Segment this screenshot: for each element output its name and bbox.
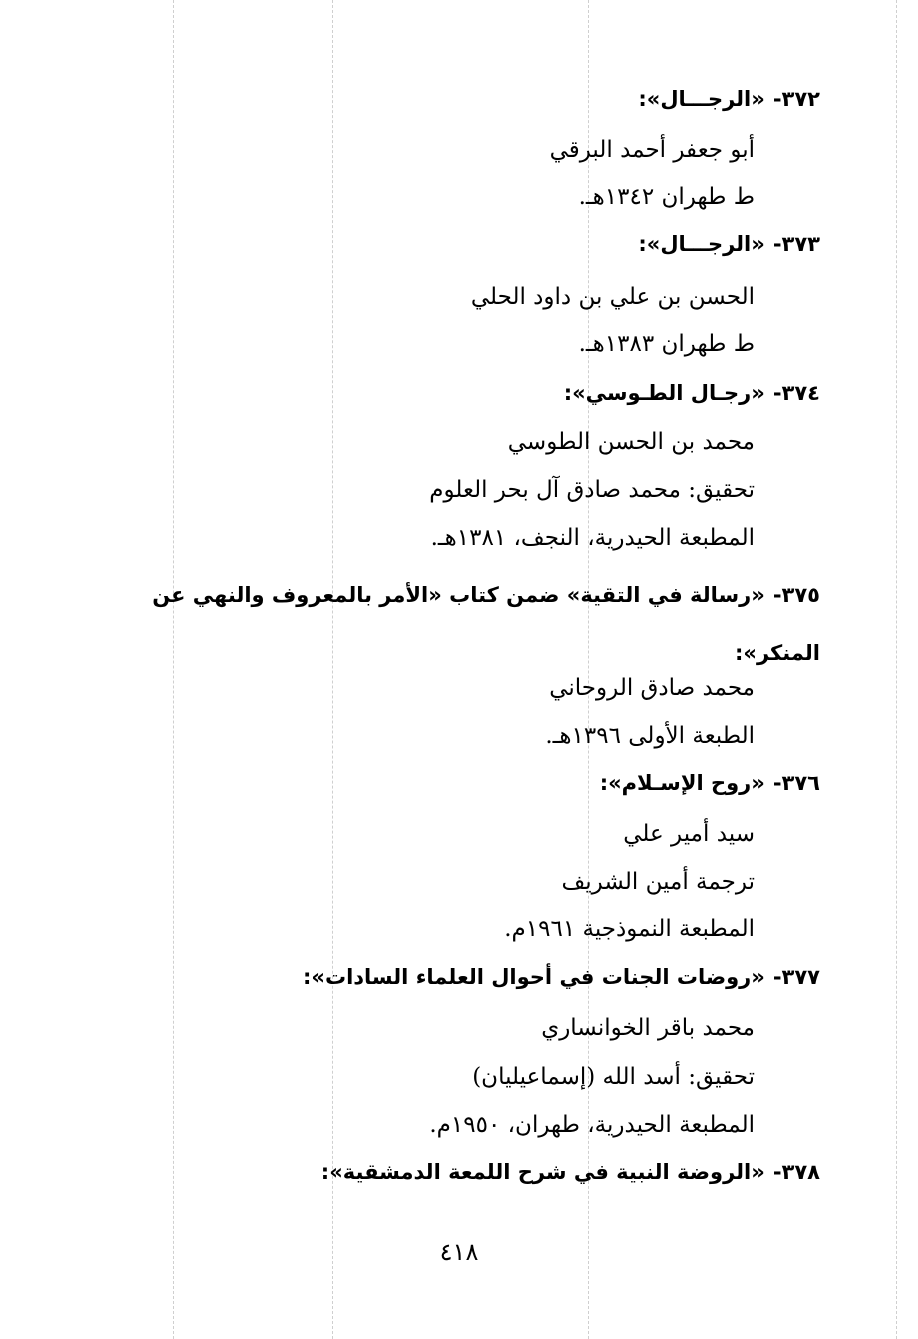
entry-number: ٣٧٧- xyxy=(772,965,820,989)
entry-title: «الرجـــال»: xyxy=(638,232,765,256)
scan-guide-line xyxy=(896,0,897,1339)
entry-author: أبو جعفر أحمد البرقي xyxy=(549,137,755,163)
entry-title: «رجـال الطـوسي»: xyxy=(563,381,765,405)
entry-heading xyxy=(90,962,820,992)
entry-heading xyxy=(90,566,820,682)
entry-heading xyxy=(90,1157,820,1187)
entry-number: ٣٧٥- xyxy=(772,583,820,607)
entry-title: «روضات الجنات في أحوال العلماء السادات»: xyxy=(303,965,765,989)
page-number: ٤١٨ xyxy=(439,1238,479,1266)
entry-number: ٣٧٤- xyxy=(772,381,820,405)
entry-number: ٣٧٦- xyxy=(772,771,820,795)
entry-publication: ط طهران ١٣٨٣هـ. xyxy=(578,331,755,357)
entry-editor: تحقيق: محمد صادق آل بحر العلوم xyxy=(429,477,755,503)
entry-publication: المطبعة الحيدرية، النجف، ١٣٨١هـ. xyxy=(430,525,755,551)
entry-title: «رسالة في التقية» ضمن كتاب «الأمر بالمعروف والنهي عن المنكر»: xyxy=(152,583,820,665)
entry-heading xyxy=(90,229,820,259)
entry-author: سيد أمير علي xyxy=(623,821,755,847)
entry-title: «الرجـــال»: xyxy=(638,87,765,111)
entry-publication: الطبعة الأولى ١٣٩٦هـ. xyxy=(545,723,755,749)
entry-title: «روح الإسـلام»: xyxy=(599,771,765,795)
entry-author: محمد باقر الخوانساري xyxy=(541,1015,755,1041)
entry-heading xyxy=(90,768,820,798)
entry-number: ٣٧٨- xyxy=(772,1160,820,1184)
entry-author: محمد صادق الروحاني xyxy=(549,675,755,701)
entry-number: ٣٧٣- xyxy=(772,232,820,256)
entry-author: محمد بن الحسن الطوسي xyxy=(507,429,755,455)
entry-heading xyxy=(90,378,820,408)
entry-publication: المطبعة النموذجية ١٩٦١م. xyxy=(504,916,755,942)
entry-publication: ط طهران ١٣٤٢هـ. xyxy=(578,184,755,210)
entry-title: «الروضة النبية في شرح اللمعة الدمشقية»: xyxy=(320,1160,765,1184)
entry-publication: المطبعة الحيدرية، طهران، ١٩٥٠م. xyxy=(429,1112,755,1138)
entry-number: ٣٧٢- xyxy=(772,87,820,111)
entry-editor: تحقيق: أسد الله (إسماعيليان) xyxy=(472,1064,755,1090)
entry-heading xyxy=(90,84,820,114)
entry-author: الحسن بن علي بن داود الحلي xyxy=(470,284,755,310)
entry-translator: ترجمة أمين الشريف xyxy=(561,869,755,895)
